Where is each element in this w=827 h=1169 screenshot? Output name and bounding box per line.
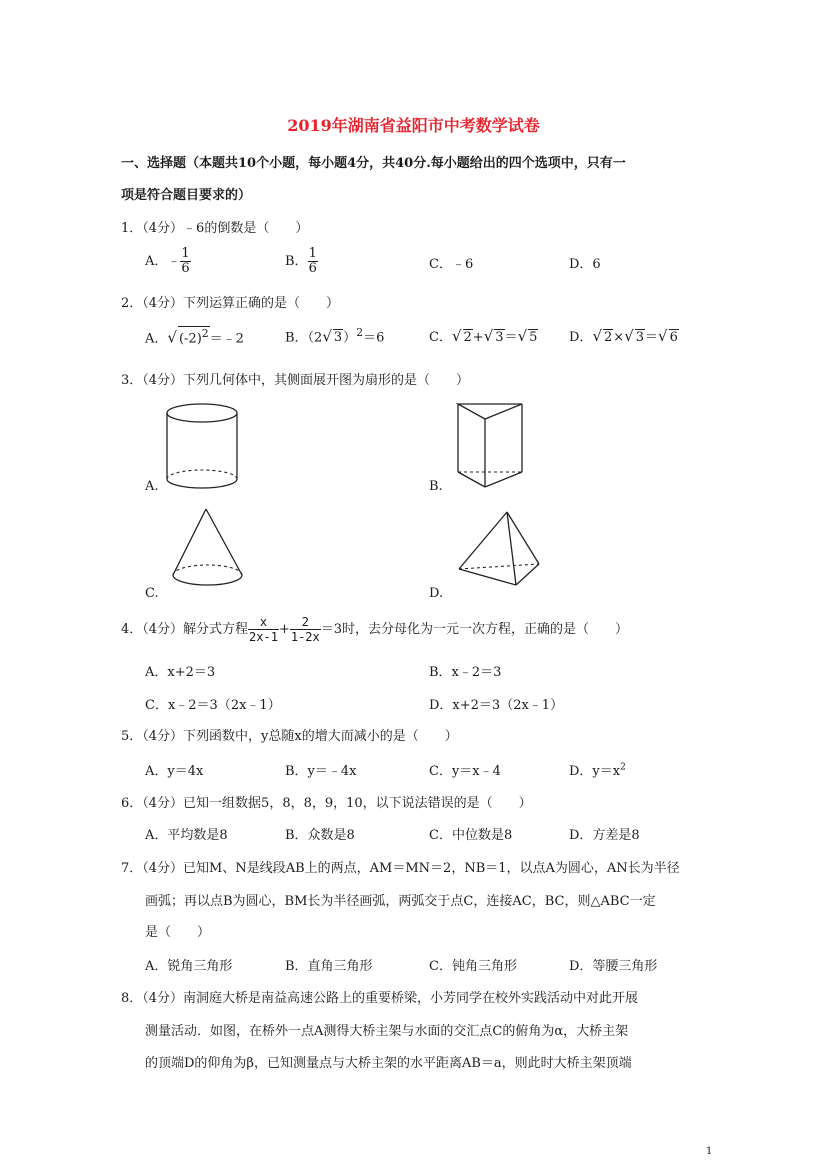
question-4-option-d[interactable]: D．x+2＝3（2x﹣1）: [429, 698, 564, 713]
radical-sign: √: [592, 327, 602, 345]
operator: +: [472, 330, 484, 345]
question-1-option-c[interactable]: C．﹣6: [429, 257, 474, 272]
radical-sign: √: [167, 328, 177, 347]
cylinder-figure: [160, 401, 244, 493]
question-3-option-b[interactable]: B.: [429, 479, 443, 494]
question-6-option-b[interactable]: B．众数是8: [285, 828, 355, 843]
question-1-option-a[interactable]: [145, 247, 191, 276]
question-6-option-c[interactable]: C．中位数是8: [429, 828, 513, 843]
question-3-option-a[interactable]: A.: [145, 479, 159, 494]
radicand: 3: [333, 330, 343, 346]
radicand: [178, 326, 210, 346]
page-number: 1: [706, 1146, 713, 1157]
question-4-option-a[interactable]: A．x+2＝3: [145, 665, 216, 680]
stem-prefix: 4．（4分）解分式方程: [121, 622, 249, 637]
exponent: 2: [620, 762, 626, 773]
option-b-close: ）: [343, 330, 357, 346]
denominator: 1-2x: [290, 630, 320, 644]
fraction-2: [290, 615, 321, 644]
denominator: 6: [181, 261, 190, 276]
denominator: 6: [308, 261, 317, 276]
question-1-option-d[interactable]: D．6: [569, 257, 601, 272]
option-b-result: ＝6: [363, 330, 385, 346]
option-a-label: A．: [145, 254, 168, 269]
fraction: [180, 247, 190, 276]
question-5-option-d[interactable]: [569, 760, 626, 779]
question-7-option-a[interactable]: A．锐角三角形: [145, 959, 233, 974]
question-2-option-b[interactable]: [285, 326, 384, 345]
question-2-option-c[interactable]: [429, 326, 538, 345]
question-2-option-a[interactable]: [145, 326, 244, 346]
stem-suffix: ＝3时，去分母化为一元一次方程，正确的是（ ）: [320, 622, 629, 637]
numerator: 1: [308, 246, 317, 261]
question-2-stem: 2．（4分）下列运算正确的是（ ）: [121, 296, 340, 311]
radicand: 3: [495, 330, 504, 345]
radical-sign: √: [624, 327, 634, 345]
option-d-text: D．y＝x: [569, 764, 621, 779]
question-8-line-1: 8．（4分）南洞庭大桥是南益高速公路上的重要桥梁，小芳同学在校外实践活动中对此开展: [121, 991, 639, 1006]
option-b-prefix: B．（2: [285, 330, 323, 346]
option-b-label: B．: [285, 254, 308, 269]
option-a-result: ＝﹣2: [209, 331, 244, 347]
triangular-prism-figure: [452, 398, 532, 494]
question-5-option-b[interactable]: B．y＝﹣4x: [285, 764, 357, 779]
numerator: 1: [181, 246, 190, 261]
exponent: 2: [201, 327, 209, 340]
radical-sign: √: [451, 327, 462, 345]
question-4-option-b[interactable]: B．x﹣2＝3: [429, 665, 502, 680]
question-6-stem: 6．（4分）已知一组数据5，8，8，9，10，以下说法错误的是（ ）: [121, 796, 532, 811]
question-3-option-c[interactable]: C.: [145, 586, 159, 601]
plus-sign: +: [278, 622, 290, 637]
pyramid-figure: [455, 506, 545, 598]
numerator: 2: [290, 615, 321, 630]
denominator: 2x-1: [249, 630, 278, 644]
radical-sign: √: [658, 327, 668, 345]
question-6-option-d[interactable]: D．方差是8: [569, 828, 640, 843]
radical-sign: √: [322, 327, 332, 346]
question-3-option-d[interactable]: D.: [429, 586, 444, 601]
radicand: 2: [463, 330, 472, 345]
question-5-option-a[interactable]: A．y＝4x: [145, 764, 204, 779]
question-1-stem: 1．（4分）﹣6的倒数是（ ）: [121, 221, 309, 236]
question-5-option-c[interactable]: C．y＝x﹣4: [429, 764, 501, 779]
equals: ＝: [504, 330, 518, 345]
option-a-label: A．: [145, 331, 168, 347]
numerator: x: [248, 615, 279, 630]
radicand-value: (-2): [178, 331, 202, 347]
section-heading-cont: 项是符合题目要求的）: [121, 188, 252, 203]
question-7-option-b[interactable]: B．直角三角形: [285, 959, 373, 974]
option-c-label: C．: [429, 330, 452, 345]
minus-sign: ﹣: [167, 254, 181, 269]
question-7-option-c[interactable]: C．钝角三角形: [429, 959, 517, 974]
option-d-label: D．: [569, 330, 593, 345]
question-7-line-3: 是（ ）: [145, 925, 211, 940]
section-heading: 一、选择题（本题共10个小题，每小题4分，共40分.每小题给出的四个选项中，只有一: [121, 156, 626, 171]
question-7-line-2: 画弧；再以点B为圆心，BM长为半径画弧，两弧交于点C，连接AC，BC，则△ABC一定: [145, 894, 656, 909]
radicand: 6: [669, 330, 678, 345]
question-6-option-a[interactable]: A．平均数是8: [145, 828, 228, 843]
equals: ＝: [645, 330, 659, 345]
question-4-option-c[interactable]: C．x﹣2＝3（2x﹣1）: [145, 698, 281, 713]
operator: ×: [613, 330, 625, 345]
question-4-stem: [121, 615, 628, 644]
question-7-option-d[interactable]: D．等腰三角形: [569, 959, 658, 974]
question-2-option-d[interactable]: [569, 326, 679, 345]
radicand: 5: [529, 330, 538, 345]
cone-figure: [168, 505, 248, 591]
page-title: 2019年湖南省益阳市中考数学试卷: [287, 116, 540, 135]
radical-sign: √: [517, 327, 528, 345]
radicand: 2: [604, 330, 613, 345]
question-5-stem: 5．（4分）下列函数中，y总随x的增大而减小的是（ ）: [121, 729, 458, 744]
question-7-line-1: 7．（4分）已知M、N是线段AB上的两点，AM＝MN＝2，NB＝1，以点A为圆心，AN长为半径: [121, 861, 680, 876]
question-1-option-b[interactable]: [285, 247, 318, 276]
radicand: 3: [635, 330, 645, 345]
exponent: 2: [356, 326, 364, 339]
radical-sign: √: [483, 327, 494, 345]
question-3-stem: 3．（4分）下列几何体中，其侧面展开图为扇形的是（ ）: [121, 373, 470, 388]
fraction-1: [248, 615, 279, 644]
question-8-line-2: 测量活动．如图，在桥外一点A测得大桥主架与水面的交汇点C的俯角为α，大桥主架: [145, 1024, 629, 1039]
question-8-line-3: 的顶端D的仰角为β，已知测量点与大桥主架的水平距离AB＝a，则此时大桥主架顶端: [145, 1056, 632, 1071]
fraction: [308, 247, 318, 276]
